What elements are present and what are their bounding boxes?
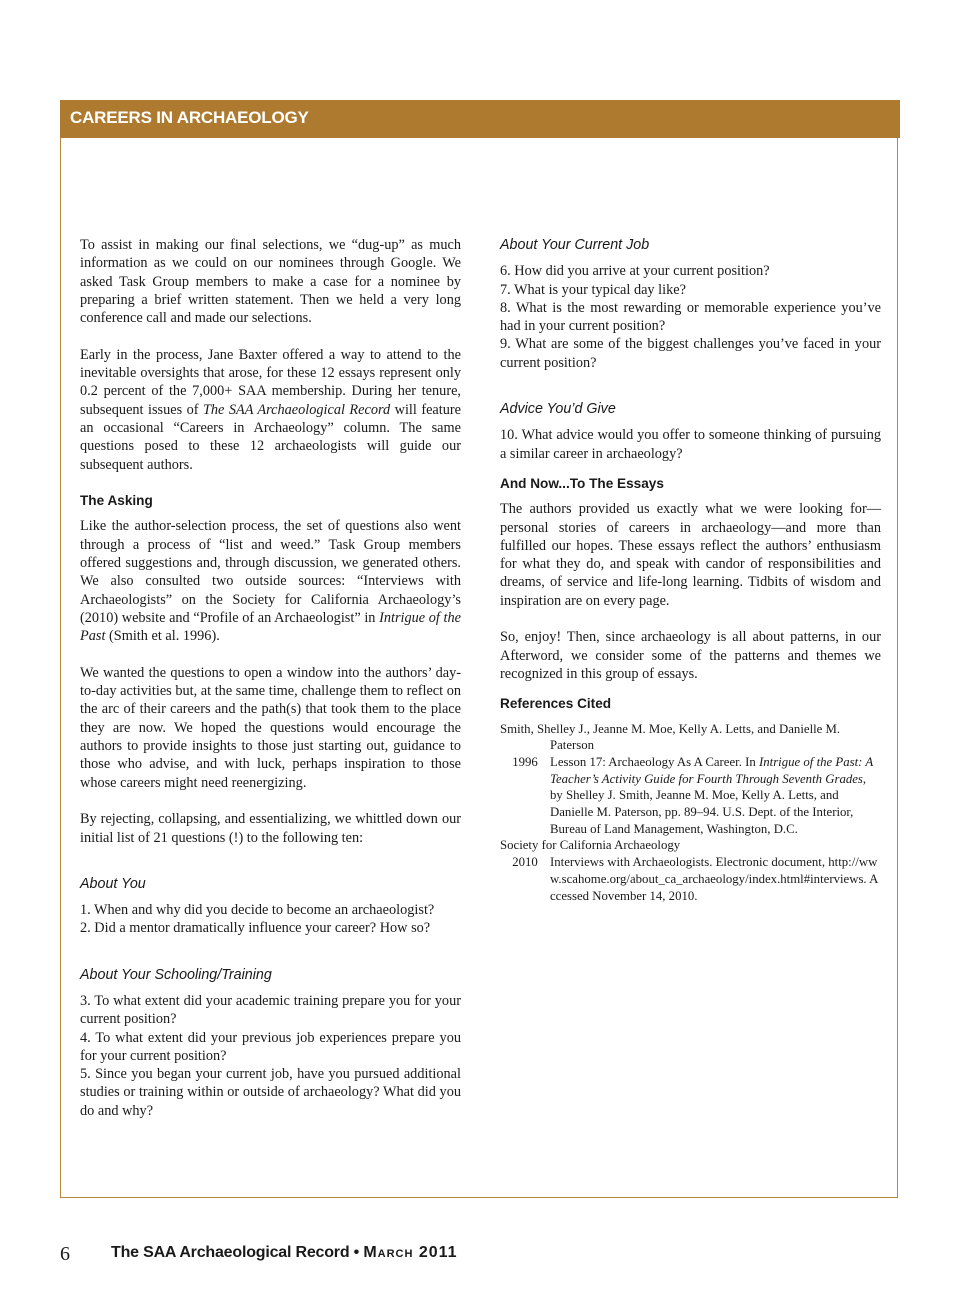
reference-text: Interviews with Archaeologists. Electronic document, http://www.scahome.org/about_ca_archaeology/index.html#interviews. Accessed November 14, 2010. xyxy=(550,855,879,903)
paragraph-question-process xyxy=(80,517,461,645)
book-title-italic: Intrigue of the Past xyxy=(80,609,462,645)
right-column xyxy=(500,236,881,904)
heading-the-asking: The Asking xyxy=(80,493,153,509)
left-column xyxy=(80,236,461,1148)
page-footer xyxy=(60,1243,900,1269)
paragraph-window: We wanted the questions to open a window into the authors’ day-to-day activities but, at the same time, challenge them to reflect on the arc of their careers and the path(s) that took them to the place they are now. We hoped the questions would encourage the authors to provide insights to those just starting out, guidance to those who advise, and with luck, perhaps inspiration to those whose careers might need reenergizing. xyxy=(80,664,461,791)
text-run: Like the author-selection process, the set of questions also went through a process of “list and weed.” Task Group members offered suggestions and, through discussion, we generated others. We also consulted two outside sources: “Interviews with Archaeologists” on the Society for California Archaeology’s (2010) website and “Profile of an Archaeologist” in xyxy=(80,518,461,626)
advice-questions xyxy=(500,426,881,463)
heading-current-job: About Your Current Job xyxy=(500,237,650,253)
journal-title-italic: The SAA Archaeological Record xyxy=(202,401,391,418)
question-item: 8. What is the most rewarding or memorable experience you’ve had in your current position? xyxy=(500,299,881,335)
bullet-separator: • xyxy=(353,1244,360,1261)
question-item: 6. How did you arrive at your current position? xyxy=(500,263,770,280)
heading-advice: Advice You’d Give xyxy=(500,401,616,418)
about-you-questions xyxy=(80,901,461,938)
heading-essays: And Now...To The Essays xyxy=(500,475,664,491)
reference-text xyxy=(550,754,881,838)
page-number: 6 xyxy=(60,1243,70,1265)
paragraph-selection: To assist in making our final selections, we “dug-up” as much information as we could on our nominees through Google. We asked Task Group members to make a case for a nominee by preparing a brief written statement. Then we held a very long conference call and made our selections. xyxy=(80,237,461,327)
reference-author: Smith, Shelley J., Jeanne M. Moe, Kelly A. Letts, and Danielle M. Paterson xyxy=(500,721,841,753)
book-title-italic: Intrigue of the Past: A Teacher’s Activity Guide for Fourth Through Seventh Grades xyxy=(550,754,873,786)
reference-entry xyxy=(500,854,881,904)
section-banner xyxy=(60,100,900,138)
reference-entry xyxy=(500,754,881,838)
reference-year: 1996 xyxy=(512,754,538,769)
reference-author: Society for California Archaeology xyxy=(500,838,681,853)
heading-about-you: About You xyxy=(80,875,146,892)
paragraph-essays: The authors provided us exactly what we were looking for—personal stories of careers in archaeology—and more than fulfilled our hopes. These essays reflect the authors’ enthusiasm for what they do, and speak with candor of responsibilities and dreams, of service and life-long learning. Tidbits of wisdom and inspiration are on every page. xyxy=(500,501,881,609)
text-run: (Smith et al. 1996). xyxy=(105,628,220,645)
references-list xyxy=(500,721,881,905)
question-item: 9. What are some of the biggest challenges you’ve faced in your current position? xyxy=(500,336,881,371)
section-title: CAREERS IN ARCHAEOLOGY xyxy=(70,108,309,127)
paragraph-enjoy: So, enjoy! Then, since archaeology is all about patterns, in our Afterword, we consider some of the patterns and themes we recognized in this group of essays. xyxy=(500,629,881,682)
journal-line xyxy=(111,1244,458,1262)
text-run: , by Shelley J. Smith, Jeanne M. Moe, Kelly A. Letts, and Danielle M. Paterson, pp. 89–94. U.S. Dept. of the Interior, Bureau of Land Management, Washington, D.C. xyxy=(550,771,867,836)
question-item: 1. When and why did you decide to become an archaeologist? xyxy=(80,902,435,919)
question-item: 7. What is your typical day like? xyxy=(500,281,686,298)
question-item: 5. Since you began your current job, have you pursued additional studies or training within or outside of archaeology? What did you do and why? xyxy=(80,1066,461,1119)
reference-year: 2010 xyxy=(512,855,538,870)
question-item: 2. Did a mentor dramatically influence your career? How so? xyxy=(80,920,431,937)
journal-name: The SAA Archaeological Record xyxy=(111,1244,350,1261)
paragraph-whittled: By rejecting, collapsing, and essentializing, we whittled down our initial list of 21 questions (!) to the following ten: xyxy=(80,811,461,846)
text-run: Lesson 17: Archaeology As A Career. In xyxy=(550,754,759,769)
paragraph-baxter xyxy=(80,346,461,474)
question-item: 3. To what extent did your academic training prepare you for your current position? xyxy=(80,992,461,1028)
schooling-questions xyxy=(80,992,461,1120)
text-run: will feature an occasional “Careers in Archaeology” column. The same questions posed to these 12 archaeologists will guide our subsequent authors. xyxy=(80,401,461,473)
text-run: Early in the process, Jane Baxter offered a way to attend to the inevitable oversights that arose, for these 12 essays represent only 0.2 percent of the 7,000+ SAA membership. During her tenure, subsequent issues of xyxy=(80,346,461,418)
heading-references: References Cited xyxy=(500,696,612,712)
question-item: 10. What advice would you offer to someone thinking of pursuing a similar career in archaeology? xyxy=(500,427,881,462)
current-job-questions xyxy=(500,262,881,372)
heading-schooling: About Your Schooling/Training xyxy=(80,966,272,983)
question-item: 4. To what extent did your previous job experiences prepare you for your current position? xyxy=(80,1029,461,1064)
issue-date: March 2011 xyxy=(363,1244,458,1261)
